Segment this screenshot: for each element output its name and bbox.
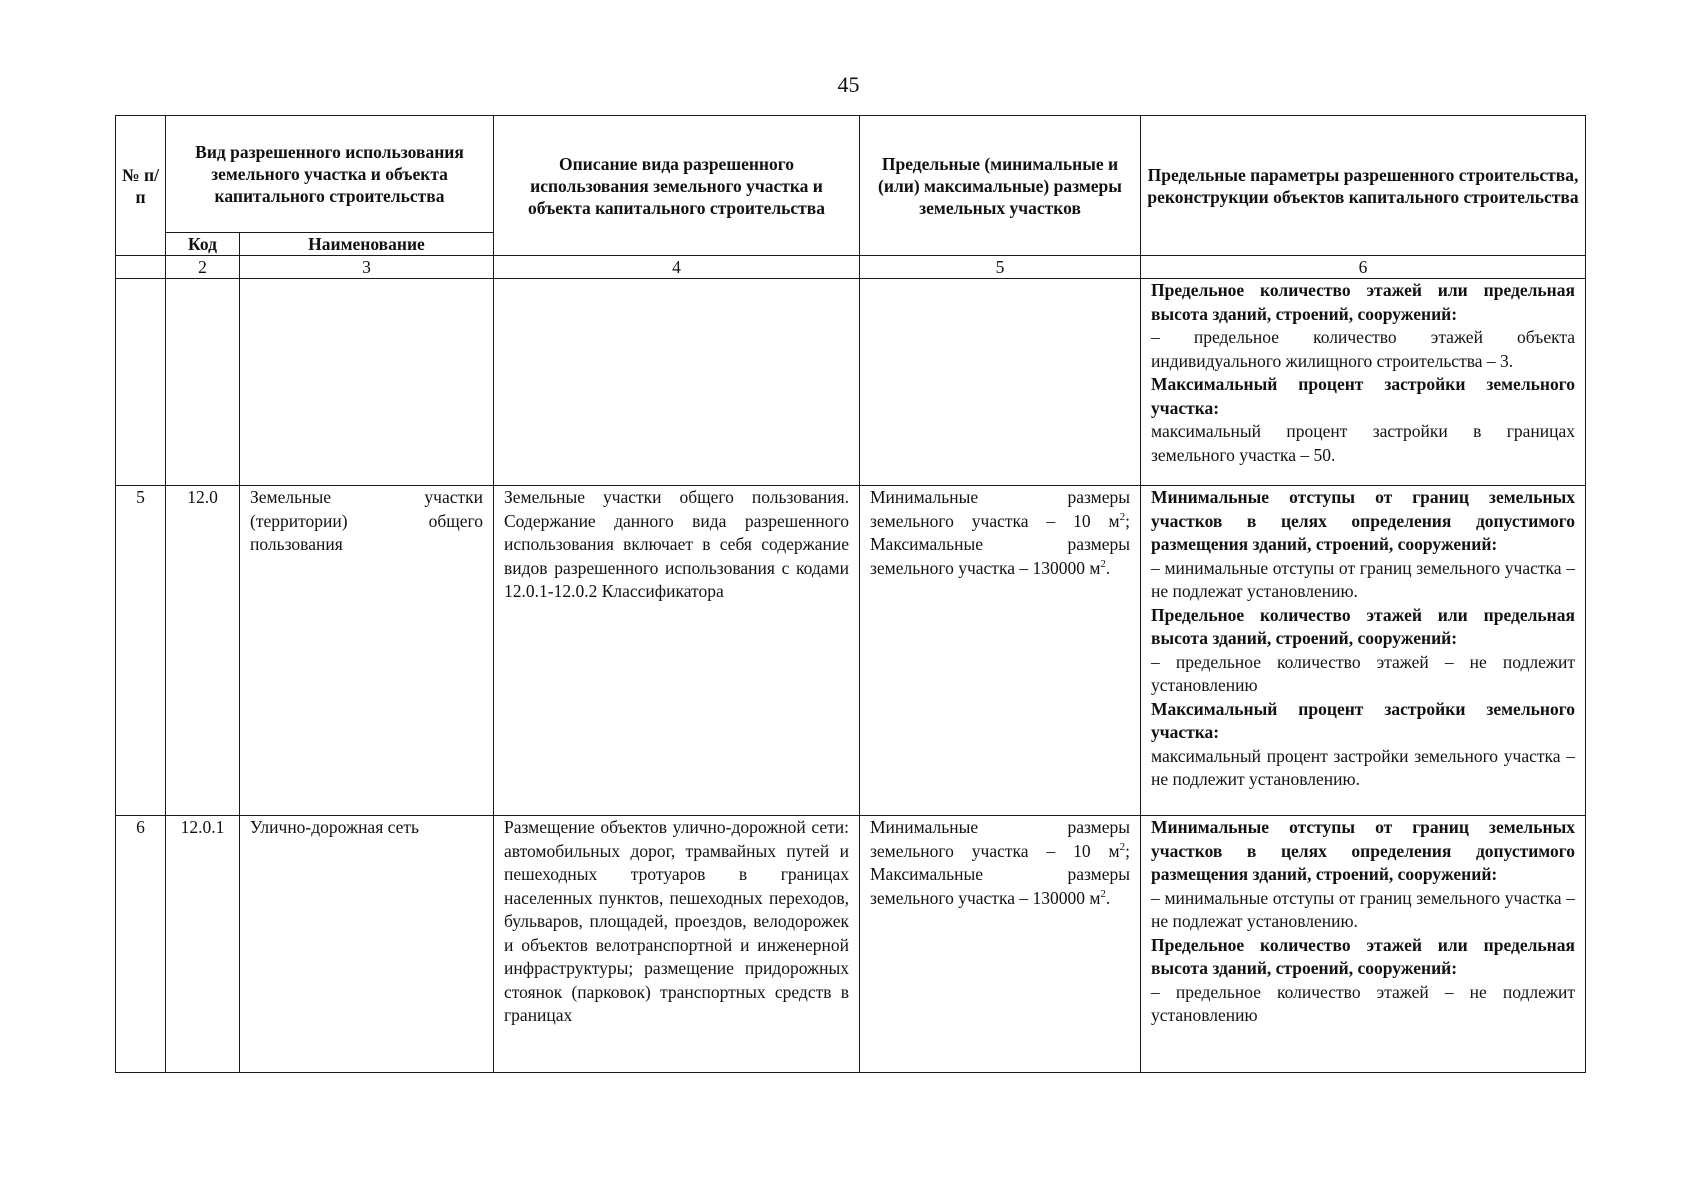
setback-title: Минимальные отступы от границ земельных участков в целях определения допустимого размещения зданий, строений, сооружений:	[1151, 487, 1575, 554]
column-number-row	[116, 256, 1586, 279]
col-number-blank	[116, 256, 166, 279]
cell-code: 12.0.1	[166, 816, 240, 1073]
unit-sep: .	[1105, 887, 1111, 908]
cell-name: Улично-дорожная сеть	[240, 816, 494, 1073]
unit-sep: .	[1105, 557, 1111, 578]
header-naim: Наименование	[240, 233, 494, 256]
size-min: Минимальные размеры земельного участка – 10 м	[870, 487, 1130, 531]
table-row	[116, 816, 1586, 1073]
header-kod: Код	[166, 233, 240, 256]
header-row-1	[116, 116, 1586, 233]
setback-text: – минимальные отступы от границ земельного участка – не подлежат установлению.	[1151, 557, 1575, 601]
header-vid: Вид разрешенного использования земельного участка и объекта капитального строительства	[166, 116, 494, 233]
unit-sep: ;	[1125, 840, 1130, 861]
cell-num: 6	[116, 816, 166, 1073]
header-razmery: Предельные (минимальные и (или) максимальные) размеры земельных участков	[860, 116, 1141, 256]
floors-text: – предельное количество этажей – не подлежит установлению	[1151, 651, 1575, 695]
cell-parameters	[1141, 279, 1586, 486]
cell-code: 12.0	[166, 486, 240, 816]
col-number: 4	[494, 256, 860, 279]
percent-text: максимальный процент застройки земельного участка – не подлежит установлению.	[1151, 745, 1575, 789]
floors-text: – предельное количество этажей объекта индивидуального жилищного строительства – 3.	[1151, 327, 1575, 371]
col-number: 5	[860, 256, 1141, 279]
col-number: 6	[1141, 256, 1586, 279]
floors-title: Предельное количество этажей или предельная высота зданий, строений, сооружений:	[1151, 280, 1575, 324]
header-opisanie: Описание вида разрешенного использования земельного участка и объекта капитального строительства	[494, 116, 860, 256]
unit-sup: 2	[1100, 887, 1106, 900]
size-max: Максимальные размеры земельного участка – 130000 м	[870, 864, 1130, 908]
col-number: 3	[240, 256, 494, 279]
cell-empty	[240, 279, 494, 486]
floors-title: Предельное количество этажей или предельная высота зданий, строений, сооружений:	[1151, 934, 1575, 978]
cell-num: 5	[116, 486, 166, 816]
page-number: 45	[837, 72, 860, 97]
cell-parameters	[1141, 816, 1586, 1073]
size-max: Максимальные размеры земельного участка – 130000 м	[870, 534, 1130, 578]
table-row	[116, 486, 1586, 816]
cell-name: Земельные участки (территории) общего пользования	[240, 486, 494, 816]
cell-sizes	[860, 816, 1141, 1073]
cell-sizes	[860, 486, 1141, 816]
cell-empty	[116, 279, 166, 486]
percent-title: Максимальный процент застройки земельного участка:	[1151, 374, 1575, 418]
floors-title: Предельное количество этажей или предельная высота зданий, строений, сооружений:	[1151, 604, 1575, 648]
land-use-table	[115, 115, 1586, 1073]
cell-empty	[494, 279, 860, 486]
cell-description: Размещение объектов улично-дорожной сети: автомобильных дорог, трамвайных путей и пешеходных тротуаров в границах населенных пунктов, пешеходных переходов, бульваров, площадей, проездов, велодорожек и объектов велотранспортной и инженерной инфраструктуры; размещение придорожных стоянок (парковок) транспортных средств в границах	[494, 816, 860, 1073]
setback-text: – минимальные отступы от границ земельного участка – не подлежат установлению.	[1151, 887, 1575, 931]
unit-sep: ;	[1125, 510, 1130, 531]
unit-sup: 2	[1119, 840, 1126, 853]
setback-title: Минимальные отступы от границ земельных участков в целях определения допустимого размещения зданий, строений, сооружений:	[1151, 817, 1575, 884]
floors-text: – предельное количество этажей – не подлежит установлению	[1151, 981, 1575, 1025]
cell-description: Земельные участки общего пользования. Содержание данного вида разрешенного использования включает в себя содержание видов разрешенного использования с кодами 12.0.1-12.0.2 Классификатора	[494, 486, 860, 816]
header-num: № п/п	[116, 116, 166, 256]
table-row-continuation	[116, 279, 1586, 486]
size-min: Минимальные размеры земельного участка – 10 м	[870, 817, 1130, 861]
unit-sup: 2	[1119, 510, 1126, 523]
unit-sup: 2	[1100, 557, 1106, 570]
cell-empty	[166, 279, 240, 486]
percent-title: Максимальный процент застройки земельного участка:	[1151, 698, 1575, 742]
col-number: 2	[166, 256, 240, 279]
percent-text: максимальный процент застройки в границах земельного участка – 50.	[1151, 421, 1575, 465]
cell-empty	[860, 279, 1141, 486]
cell-parameters	[1141, 486, 1586, 816]
header-parametry: Предельные параметры разрешенного строительства, реконструкции объектов капитального строительства	[1141, 116, 1586, 256]
